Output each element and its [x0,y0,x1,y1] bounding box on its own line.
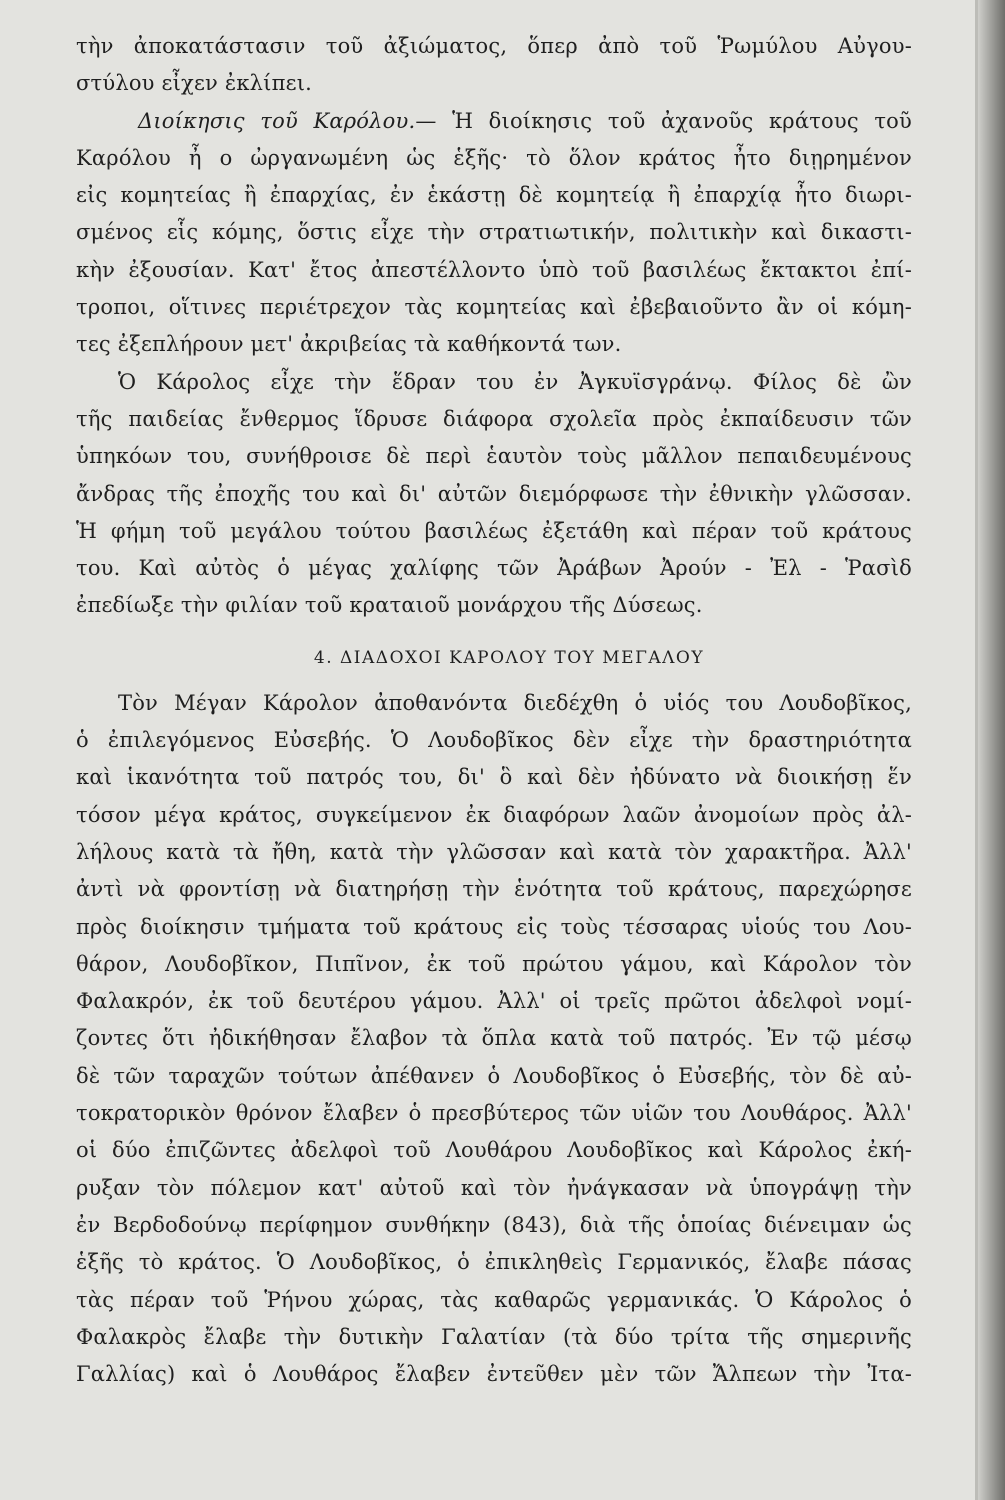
text-line: ἐν Βερδοδούνῳ περίφημον συνθήκην (843), διὰ τῆς ὁποίας διένειμαν ὡς [76,1212,912,1237]
text-line: ὁ ἐπιλεγόμενος Εὐσεβής. Ὁ Λουδοβῖκος δὲν εἶχε τὴν δραστηριότητα [76,728,912,753]
text-fragment: — Ἡ διοίκησις τοῦ ἀχανοῦς κράτους τοῦ [415,108,912,133]
text-line: τροποι, οἵτινες περιέτρεχον τὰς κομητείας καὶ ἐβεβαιοῦντο ἂν οἱ κόμη- [76,295,912,320]
text-line: Φαλακρόν, ἐκ τοῦ δευτέρου γάμου. Ἀλλ' οἱ τρεῖς πρῶτοι ἀδελφοὶ νομί- [76,989,912,1014]
text-line: Γαλλίας) καὶ ὁ Λουθάρος ἔλαβεν ἐντεῦθεν μὲν τῶν Ἄλπεων τὴν Ἰτα- [76,1362,912,1387]
text-line: κὴν ἐξουσίαν. Κατ' ἔτος ἀπεστέλλοντο ὑπὸ τοῦ βασιλέως ἔκτακτοι ἐπί- [76,257,912,282]
text-line: Ὁ Κάρολος εἶχε τὴν ἕδραν του ἐν Ἀγκυϊσγράνῳ. Φίλος δὲ ὢν [118,369,912,394]
section-lead-line [76,103,912,140]
subsection-title: Διοίκησις τοῦ Καρόλου. [138,108,416,133]
text-line: πρὸς διοίκησιν τμήματα τοῦ κράτους εἰς τοὺς τέσσαρας υἱούς του Λου- [76,914,912,939]
text-line: λήλους κατὰ τὰ ἤθη, κατὰ τὴν γλῶσσαν καὶ κατὰ τὸν χαρακτῆρα. Ἀλλ' [76,839,912,864]
text-line: ἑξῆς τὸ κράτος. Ὁ Λουδοβῖκος, ὁ ἐπικληθεὶς Γερμανικός, ἔλαβε πάσας [76,1250,912,1275]
text-line: τὰς πέραν τοῦ Ῥήνου χώρας, τὰς καθαρῶς γερμανικάς. Ὁ Κάρολος ὁ [76,1287,912,1312]
text-line: ἀντὶ νὰ φροντίσῃ νὰ διατηρήσῃ τὴν ἑνότητα τοῦ κράτους, παρεχώρησε [76,877,912,902]
text-line: του. Καὶ αὐτὸς ὁ μέγας χαλίφης τῶν Ἀράβων Ἀρούν - Ἐλ - Ῥασὶδ [76,556,912,581]
text-line: σμένος εἷς κόμης, ὅστις εἶχε τὴν στρατιωτικήν, πολιτικὴν καὶ δικαστι- [76,220,912,245]
text-line: τόσον μέγα κράτος, συγκείμενον ἐκ διαφόρων λαῶν ἀνομοίων πρὸς ἀλ- [76,802,912,827]
text-line: ρυξαν τὸν πόλεμον κατ' αὐτοῦ καὶ τὸν ἠνάγκασαν νὰ ὑπογράψῃ τὴν [76,1175,912,1200]
section-heading: 4. ΔΙΑΔΟΧΟΙ ΚΑΡΟΛΟΥ ΤΟΥ ΜΕΓΑΛΟΥ [313,647,705,668]
page-text [76,28,912,1393]
text-line: Ἡ φήμη τοῦ μεγάλου τούτου βασιλέως ἐξετάθη καὶ πέραν τοῦ κράτους [76,518,912,543]
text-line: τες ἐξεπλήρουν μετ' ἀκριβείας τὰ καθήκοντά των. [76,332,622,357]
book-spine-shadow [978,0,1005,1500]
text-line: εἰς κομητείας ἢ ἐπαρχίας, ἐν ἑκάστῃ δὲ κομητείᾳ ἢ ἐπαρχίᾳ ἦτο διωρι- [76,183,912,208]
text-line: ὑπηκόων του, συνήθροισε δὲ περὶ ἑαυτὸν τοὺς μᾶλλον πεπαιδευμένους [76,444,912,469]
text-line: ζοντες ὅτι ἠδικήθησαν ἔλαβον τὰ ὅπλα κατὰ τοῦ πατρός. Ἐν τῷ μέσῳ [76,1026,912,1051]
text-line: στύλου εἶχεν ἐκλίπει. [76,71,312,96]
text-line: Τὸν Μέγαν Κάρολον ἀποθανόντα διεδέχθη ὁ υἱός του Λουδοβῖκος, [118,690,912,715]
text-line: καὶ ἱκανότητα τοῦ πατρός του, δι' ὃ καὶ δὲν ἠδύνατο νὰ διοικήσῃ ἕν [76,765,912,790]
text-line: θάρον, Λουδοβῖκον, Πιπῖνον, ἐκ τοῦ πρώτου γάμου, καὶ Κάρολον τὸν [76,951,912,976]
text-line: Καρόλου ἦ ο ὠργανωμένη ὡς ἑξῆς· τὸ ὅλον κράτος ἦτο διῃρημένον [76,145,912,170]
text-line: ἐπεδίωξε τὴν φιλίαν τοῦ κραταιοῦ μονάρχου τῆς Δύσεως. [76,593,703,618]
text-line: τὴν ἀποκατάστασιν τοῦ ἀξιώματος, ὅπερ ἀπὸ τοῦ Ῥωμύλου Αὐγου- [76,34,912,58]
text-line: οἱ δύο ἐπιζῶντες ἀδελφοὶ τοῦ Λουθάρου Λουδοβῖκος καὶ Κάρολος ἐκή- [76,1138,912,1163]
text-line: Φαλακρὸς ἔλαβε τὴν δυτικὴν Γαλατίαν (τὰ δύο τρίτα τῆς σημερινῆς [76,1324,912,1349]
text-line: ἄνδρας τῆς ἐποχῆς του καὶ δι' αὐτῶν διεμόρφωσε τὴν ἐθνικὴν γλῶσσαν. [76,481,912,506]
text-line: δὲ τῶν ταραχῶν τούτων ἀπέθανεν ὁ Λουδοβῖκος ὁ Εὐσεβής, τὸν δὲ αὐ- [76,1063,912,1088]
text-line: τῆς παιδείας ἔνθερμος ἵδρυσε διάφορα σχολεῖα πρὸς ἐκπαίδευσιν τῶν [76,406,912,431]
text-line: τοκρατορικὸν θρόνον ἔλαβεν ὁ πρεσβύτερος τῶν υἱῶν του Λουθάρος. Ἀλλ' [76,1101,912,1126]
